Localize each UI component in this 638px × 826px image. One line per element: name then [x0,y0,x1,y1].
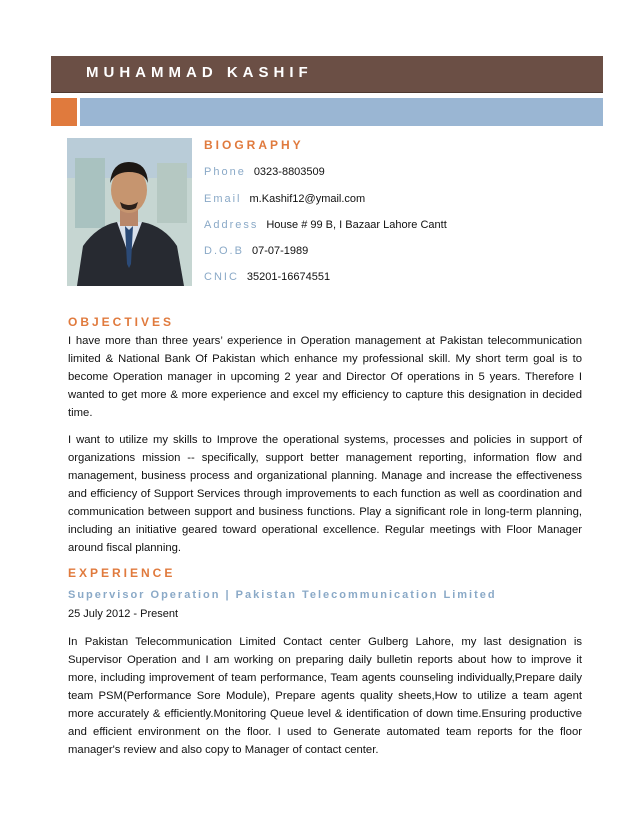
job-date: 25 July 2012 - Present [68,608,179,620]
bio-address-row [204,219,447,231]
job-description: In Pakistan Telecommunication Limited Contact center Gulberg Lahore, my last designation is Supervisor Operation and I am working on preparing daily bulletin reports about how to improve it more, including improvement of team performance, Team agents counseling individually,Prepare daily team PSM(Performance Sore Module), Prepare agents quality sheets,How to utilize a team agent more accurately & efficiently.Monitoring Queue level & identification of down time.Ensuring productive and efficient environment on the floor. I used to Generate automated team reports for the floor manager's review and also copy to Manager of contact center. [68,636,582,756]
cnic-value: 35201-16674551 [246,271,331,283]
address-value: House # 99 B, I Bazaar Lahore Cantt [266,219,447,231]
objectives-paragraph-2: I want to utilize my skills to Improve the operational systems, processes and policies in support of organizations mission -- specifically, support better management reporting, information flow and management, business process and organizational planning. Manage and increase the effectiveness and efficiency of Support Services through improvements to each function as well as coordination and communication between support and business functions. Play a significant role in long-term planning, including an initiative geared toward operational excellence. Regular meetings with Floor Manager around fiscal planning. [68,434,582,554]
biography-heading: BIOGRAPHY [204,138,304,152]
orange-accent-square [51,98,77,126]
bio-dob-row [204,245,308,257]
address-label: Address [204,219,259,231]
experience-heading: EXPERIENCE [68,566,176,580]
bio-email-row [204,193,365,205]
bio-cnic-row [204,271,330,283]
job-title: Supervisor Operation | Pakistan Telecommunication Limited [68,589,497,601]
email-value: m.Kashif12@ymail.com [249,193,366,205]
email-label: Email [204,193,242,205]
blue-accent-bar [80,98,603,126]
objectives-heading: OBJECTIVES [68,315,175,329]
dob-value: 07-07-1989 [251,245,309,257]
profile-photo [67,138,192,286]
bio-phone-row [204,166,325,178]
candidate-name: MUHAMMAD KASHIF [86,64,313,81]
phone-label: Phone [204,166,246,178]
cnic-label: CNIC [204,271,239,283]
phone-value: 0323-8803509 [253,166,325,178]
dob-label: D.O.B [204,245,244,257]
name-banner [51,56,603,93]
objectives-paragraph-1: I have more than three years’ experience in Operation management at Pakistan telecommunication limited & National Bank Of Pakistan which enhance my professional skill. My short term goal is to become Operation manager in upcoming 2 year and Director Of operations in 5 years. Therefore I wanted to get more & more experience and excel my efficiency to capture this designation in decided time. [68,335,582,419]
